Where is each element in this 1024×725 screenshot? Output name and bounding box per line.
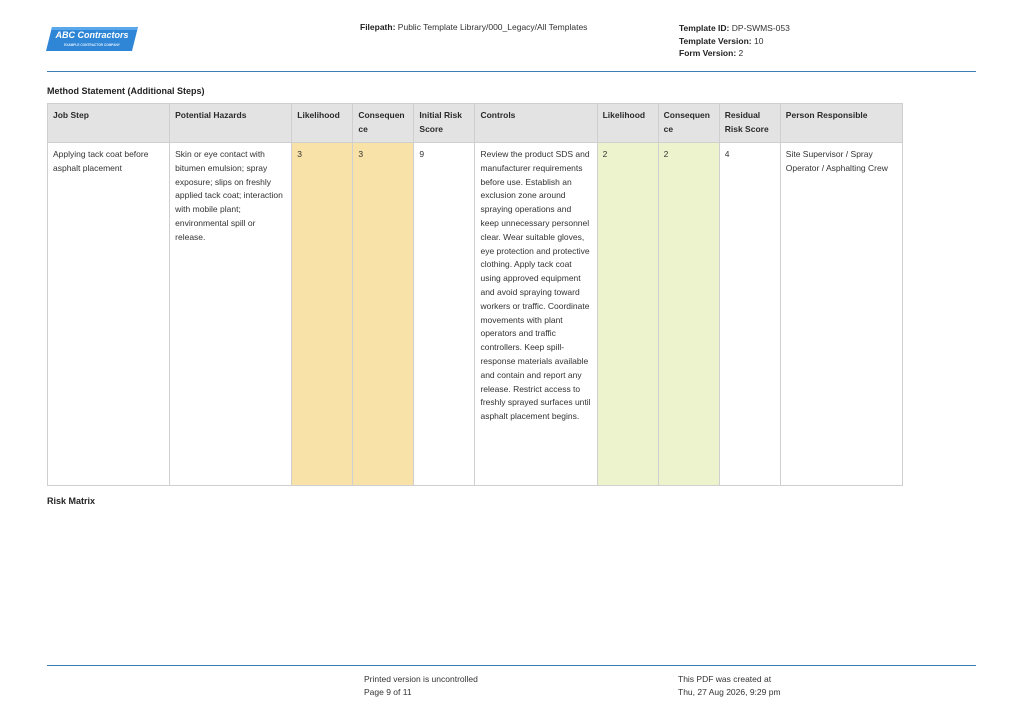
residual-likelihood-cell: 2 bbox=[597, 143, 658, 486]
template-id-label: Template ID: bbox=[679, 23, 730, 33]
initial-risk-score-cell: 9 bbox=[414, 143, 475, 486]
risk-matrix-title: Risk Matrix bbox=[47, 496, 96, 506]
column-header: Likelihood bbox=[292, 104, 353, 143]
column-header: Job Step bbox=[48, 104, 170, 143]
logo-graphic bbox=[46, 26, 140, 54]
logo-tagline: EXAMPLE CONTRACTOR COMPANY bbox=[64, 43, 120, 47]
template-id bbox=[679, 22, 790, 35]
form-version-label: Form Version: bbox=[679, 48, 737, 58]
filepath bbox=[360, 22, 587, 32]
column-header: Consequence bbox=[658, 104, 719, 143]
potential-hazards-cell: Skin or eye contact with bitumen emulsion; spray exposure; slips on freshly applied tack coat; interaction with mobile plant; environmental spill or release. bbox=[170, 143, 292, 486]
column-header: Person Responsible bbox=[780, 104, 902, 143]
column-header: Residual Risk Score bbox=[719, 104, 780, 143]
column-header: Potential Hazards bbox=[170, 104, 292, 143]
column-header: Likelihood bbox=[597, 104, 658, 143]
method-statement-title: Method Statement (Additional Steps) bbox=[47, 86, 205, 96]
template-version-label: Template Version: bbox=[679, 35, 752, 46]
printed-notice: Printed version is uncontrolled bbox=[364, 674, 478, 684]
company-logo bbox=[46, 26, 140, 54]
filepath-label: Filepath: bbox=[360, 22, 396, 32]
controls-cell: Review the product SDS and manufacturer requirements before use. Establish an exclusion zone around spraying operations and keep unnecessary personnel clear. Wear suitable gloves, eye protection and protective clothing. Apply tack coat using approved equipment and avoid spraying toward workers or traffic. Coordinate movements with plant operators and traffic controllers. Keep spill-response materials available and contain and report any release. Restrict access to freshly sprayed surfaces until asphalt placement begins. bbox=[475, 143, 597, 486]
column-header: Consequence bbox=[353, 104, 414, 143]
residual-consequence-cell: 2 bbox=[658, 143, 719, 486]
column-header: Initial Risk Score bbox=[414, 104, 475, 143]
table-header-row bbox=[48, 104, 903, 143]
template-id-value: DP-SWMS-053 bbox=[731, 23, 790, 33]
initial-likelihood-cell: 3 bbox=[292, 143, 353, 486]
footer-created-info bbox=[678, 673, 781, 698]
footer-print-info bbox=[364, 673, 478, 698]
created-date: Thu, 27 Aug 2026, 9:29 pm bbox=[678, 686, 781, 697]
table-row bbox=[48, 143, 903, 486]
header-divider bbox=[47, 71, 976, 72]
logo-name: ABC Contractors bbox=[55, 30, 129, 40]
footer-divider bbox=[47, 665, 976, 666]
template-version-value: 10 bbox=[753, 35, 764, 46]
template-version bbox=[679, 35, 790, 48]
page-number: Page 9 of 11 bbox=[364, 686, 412, 697]
initial-consequence-cell: 3 bbox=[353, 143, 414, 486]
template-info bbox=[679, 22, 790, 60]
method-statement-table bbox=[47, 103, 903, 486]
column-header: Controls bbox=[475, 104, 597, 143]
person-responsible-cell: Site Supervisor / Spray Operator / Asphalting Crew bbox=[780, 143, 902, 486]
form-version bbox=[679, 47, 790, 60]
job-step-cell: Applying tack coat before asphalt placement bbox=[48, 143, 170, 486]
residual-risk-score-cell: 4 bbox=[719, 143, 780, 486]
form-version-value: 2 bbox=[738, 48, 744, 58]
created-label: This PDF was created at bbox=[678, 674, 772, 684]
filepath-value: Public Template Library/000_Legacy/All Templates bbox=[397, 22, 588, 32]
